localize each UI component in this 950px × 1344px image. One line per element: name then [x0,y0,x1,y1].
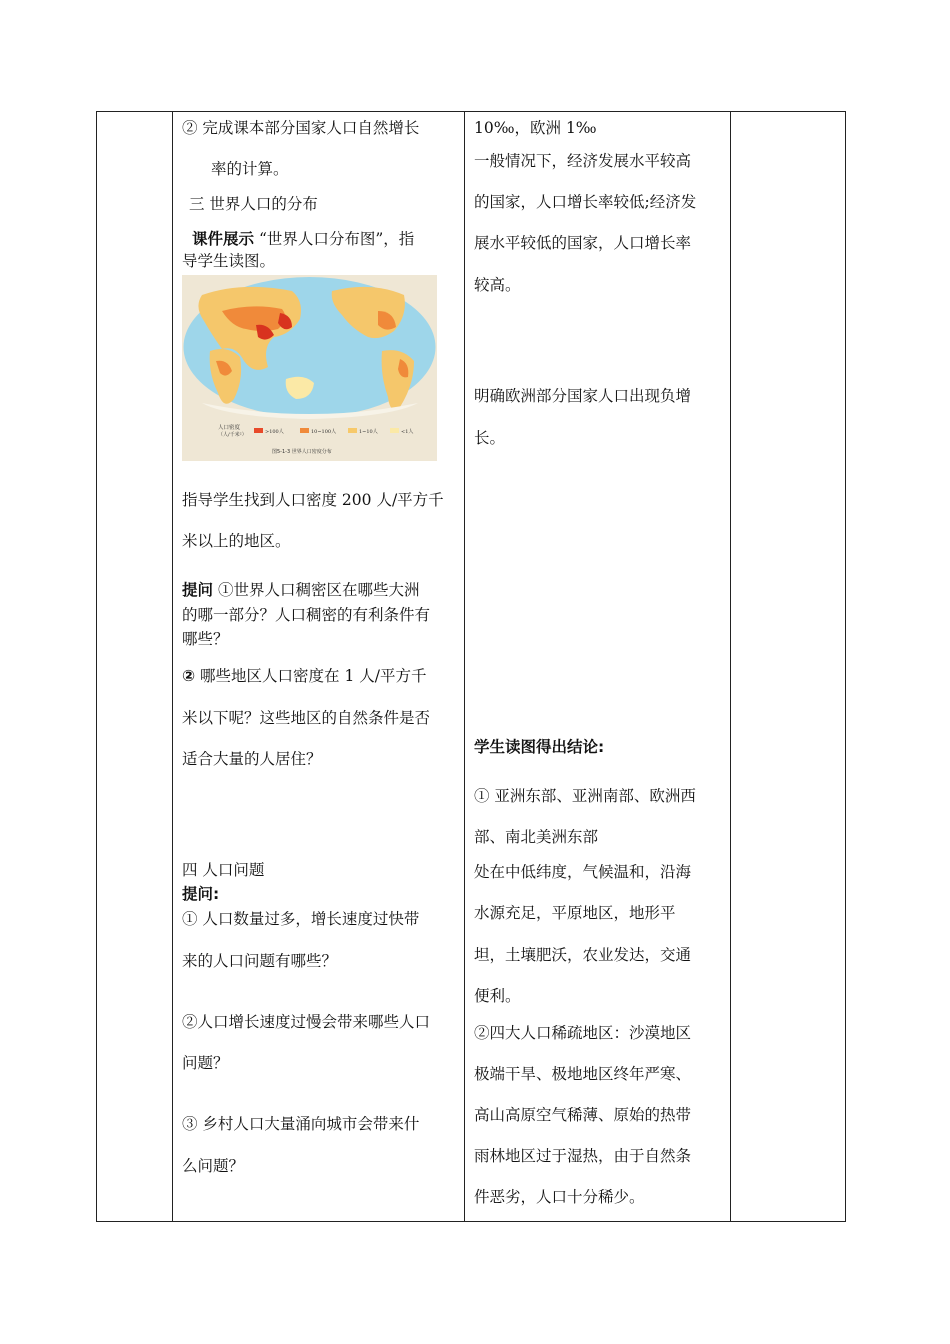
text-line: 处在中低纬度，气候温和，沿海 [474,863,692,881]
text-line: 长。 [474,429,506,447]
text-line: 极端干旱、极地地区终年严寒、 [474,1065,692,1083]
text-line: 件恶劣，人口十分稀少。 [474,1188,645,1206]
column-divider-1 [172,112,173,1221]
text-line: ② 哪些地区人口密度在 1 人/平方千 [182,667,427,685]
text-line: 米以上的地区。 [182,532,291,550]
world-population-map [182,275,437,461]
legend-swatch [254,428,263,433]
text-line: 的国家，人口增长率较低;经济发 [474,193,697,211]
text-line: 10‰，欧洲 1‰ [474,119,597,137]
legend-label: 10~100人 [311,429,337,435]
text-line: 导学生读图。 [182,252,276,270]
map-caption: 图5-1-3 世界人口密度分布 [272,449,332,455]
question-label: 提问 [182,581,214,599]
legend-label: <1人 [401,429,414,435]
question-mark-2: ② [182,667,196,685]
text-line: 雨林地区过于湿热，由于自然条 [474,1147,692,1165]
legend-label: >100人 [265,429,284,435]
conclusion-heading: 学生读图得出结论: [474,738,605,756]
text-line: 适合大量的人居住？ [182,750,322,768]
courseware-label: 课件展示 [192,230,255,248]
courseware-text: “世界人口分布图”，指 [254,230,415,248]
legend-title: 人口密度 [218,425,241,431]
text-line: 来的人口问题有哪些？ [182,952,338,970]
text-line: 便利。 [474,987,521,1005]
legend-label: 1~10人 [359,429,378,435]
text-line: ② 完成课本部分国家人口自然增长 [182,119,420,137]
text-line: 问题？ [182,1054,229,1072]
text-line: 提问 ①世界人口稠密区在哪些大洲 [182,581,420,599]
text-line: 的哪一部分？人口稠密的有利条件有 [182,606,431,624]
text-line: 么问题？ [182,1157,245,1175]
text-line: 部、南北美洲东部 [474,828,599,846]
section-heading: 四 人口问题 [182,861,265,879]
text-line: 坦，土壤肥沃，农业发达，交通 [474,946,692,964]
text-line: 水源充足，平原地区，地形平 [474,904,676,922]
text-line: 哪些？ [182,630,229,648]
legend-swatch [300,428,309,433]
legend-unit: （人/千米²） [218,432,247,438]
text-line: ③ 乡村人口大量涌向城市会带来什 [182,1115,420,1133]
text-line: 率的计算。 [211,160,289,178]
text-line: 明确欧洲部分国家人口出现负增 [474,387,692,405]
legend-swatch [348,428,357,433]
text-line [192,229,414,249]
text-line: ②人口增长速度过慢会带来哪些人口 [182,1013,431,1031]
text-line: ① 人口数量过多，增长速度过快带 [182,910,420,928]
section-heading: 三 世界人口的分布 [189,195,318,213]
text-line: 高山高原空气稀薄、原始的热带 [474,1106,692,1124]
text-line: 一般情况下，经济发展水平较高 [474,152,692,170]
column-divider-3 [730,112,731,1221]
question-label: 提问: [182,885,220,903]
text-line: 米以下呢？这些地区的自然条件是否 [182,709,431,727]
column-divider-2 [464,112,465,1221]
text-line: 较高。 [474,276,521,294]
text-line: ① 亚洲东部、亚洲南部、欧洲西 [474,787,696,805]
text-line: 展水平较低的国家，人口增长率 [474,234,692,252]
text-line: ②四大人口稀疏地区：沙漠地区 [474,1024,692,1042]
text-line: 指导学生找到人口密度 200 人/平方千 [182,491,444,509]
legend-swatch [390,428,399,433]
